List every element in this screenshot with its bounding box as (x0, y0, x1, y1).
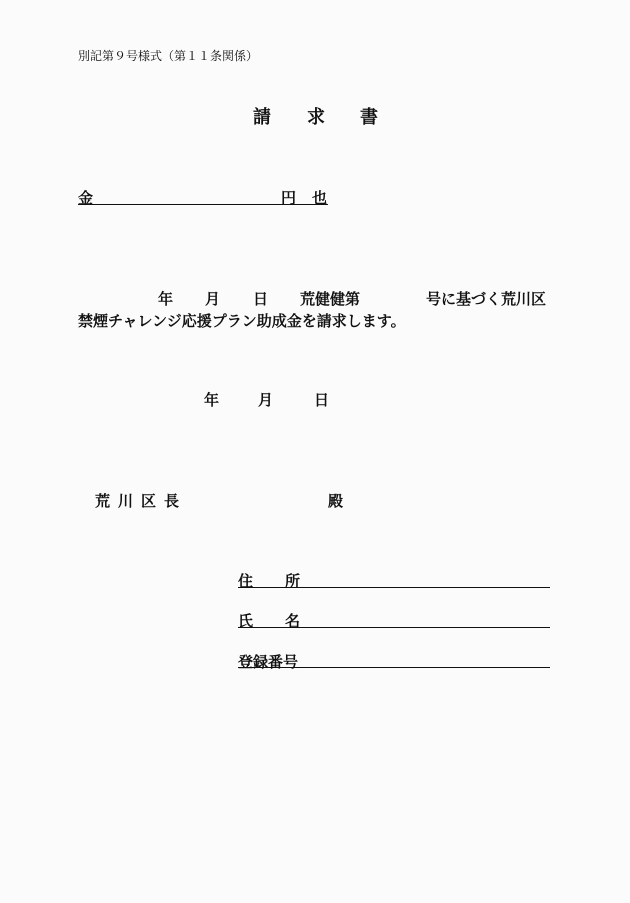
amount-yen: 円 (281, 189, 297, 207)
reference-line-2: 禁煙チャレンジ応援プラン助成金を請求します。 (78, 312, 406, 330)
amount-ya: 也 (312, 189, 328, 207)
name-label-char-1: 氏 (238, 612, 254, 630)
address-label-char-1: 住 (238, 572, 254, 590)
document-title-char-3: 書 (360, 107, 378, 128)
date-day: 日 (314, 391, 330, 409)
reference-year: 年 (158, 290, 174, 308)
date-year: 年 (204, 391, 220, 409)
name-field[interactable] (238, 627, 550, 628)
recipient-char-2: 川 (118, 492, 134, 510)
registration-number-label: 登録番号 (238, 653, 299, 671)
recipient-char-1: 荒 (95, 492, 111, 510)
amount-underline[interactable] (78, 204, 328, 205)
reference-suffix: 号に基づく荒川区 (426, 290, 547, 308)
address-field[interactable] (238, 587, 550, 588)
document-title-char-2: 求 (307, 107, 325, 128)
recipient-char-3: 区 (141, 492, 157, 510)
name-label-char-2: 名 (285, 612, 301, 630)
reference-prefix: 荒健健第 (300, 290, 361, 308)
date-month: 月 (258, 391, 274, 409)
address-label-char-2: 所 (285, 572, 301, 590)
reference-day: 日 (253, 290, 269, 308)
document-title-char-1: 請 (253, 107, 271, 128)
amount-prefix: 金 (78, 189, 94, 207)
registration-number-field[interactable] (238, 667, 550, 668)
recipient-char-4: 長 (164, 492, 180, 510)
form-number-label: 別記第９号様式（第１１条関係） (78, 49, 259, 63)
recipient-honorific: 殿 (328, 492, 344, 510)
reference-month: 月 (205, 290, 221, 308)
